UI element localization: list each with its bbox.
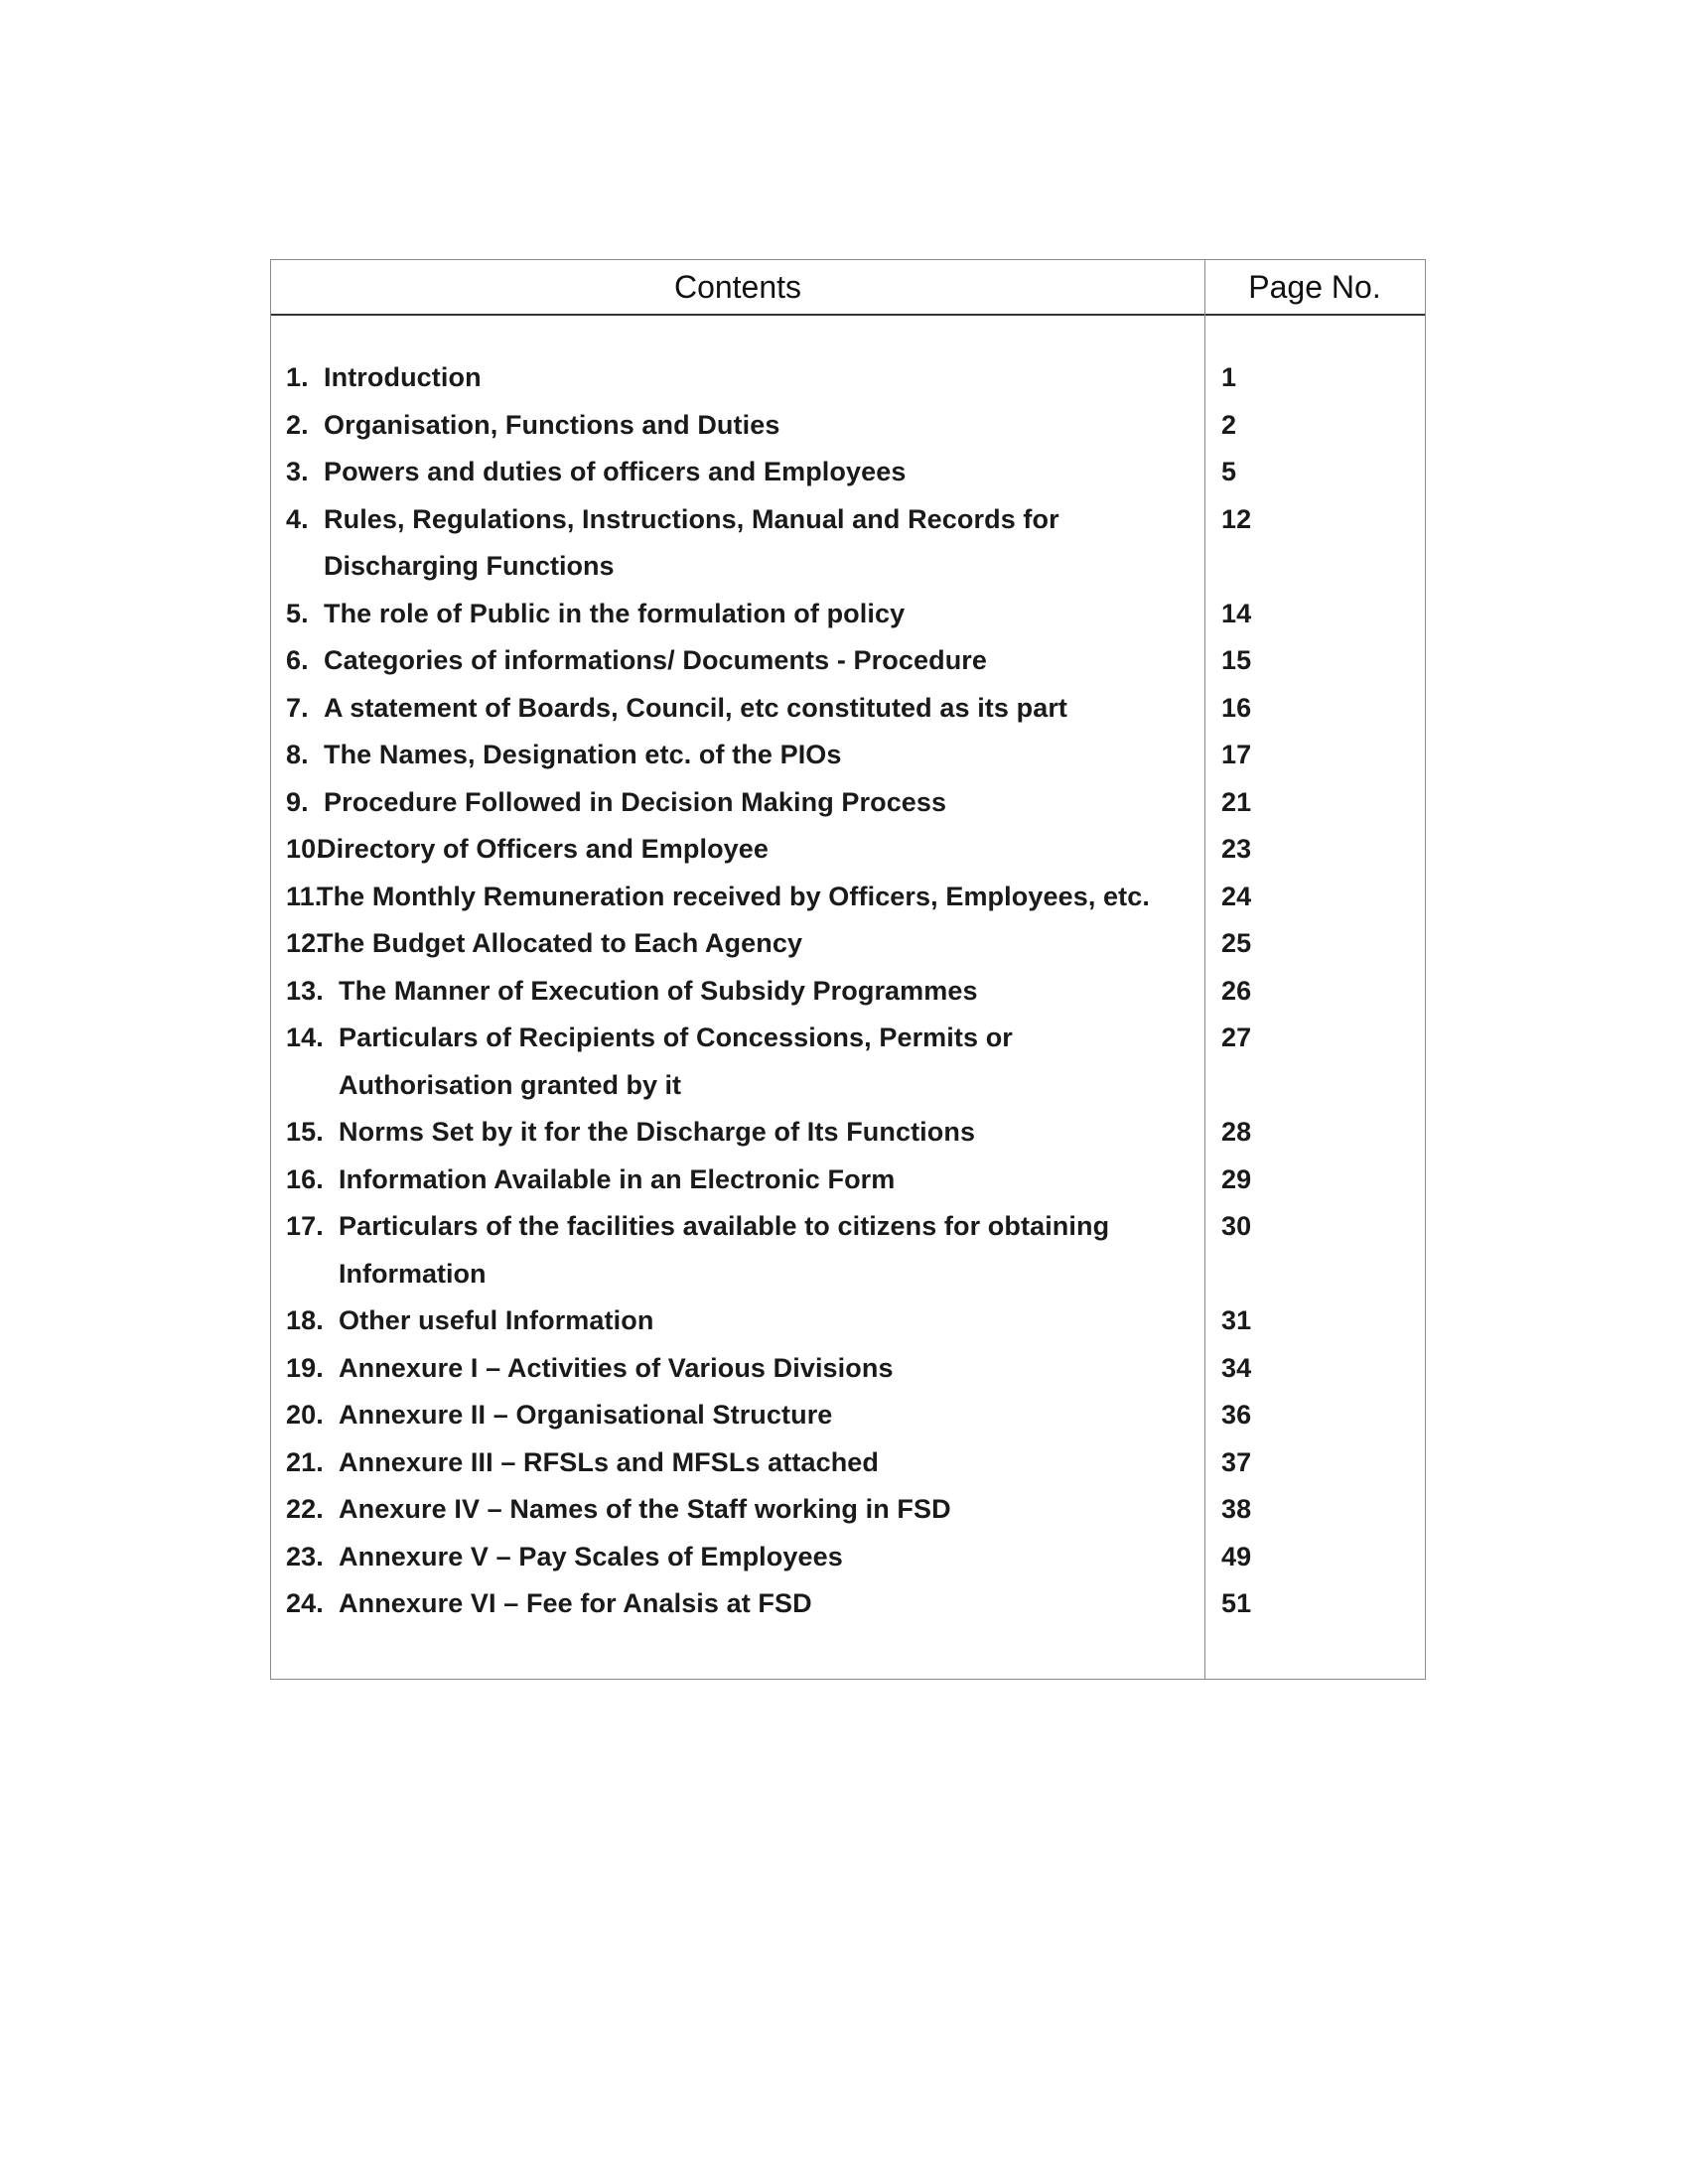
- entry-title: Annexure VI – Fee for Analsis at FSD: [339, 1588, 812, 1618]
- contents-table: [270, 259, 1426, 1680]
- entry-title: Particulars of Recipients of Concessions, Permits or: [339, 1023, 1013, 1052]
- toc-entry[interactable]: [271, 1439, 1425, 1487]
- entry-title: Procedure Followed in Decision Making Process: [324, 786, 947, 817]
- toc-entry[interactable]: [271, 1297, 1425, 1345]
- entry-number: 14.: [286, 1023, 324, 1052]
- entry-page-number: 49: [1221, 1541, 1252, 1571]
- toc-entry[interactable]: [271, 1345, 1425, 1393]
- entry-title-continuation: Authorisation granted by it: [339, 1069, 682, 1100]
- entry-title: Particulars of the facilities available to citizens for obtaining: [339, 1211, 1110, 1241]
- toc-entry-continuation: [271, 1062, 1425, 1110]
- toc-entry[interactable]: [271, 1534, 1425, 1581]
- entry-title: Annexure III – RFSLs and MFSLs attached: [339, 1446, 880, 1477]
- entry-title: Norms Set by it for the Discharge of Its Functions: [339, 1117, 976, 1147]
- entry-page-number: 28: [1221, 1117, 1252, 1147]
- entry-title: Annexure II – Organisational Structure: [339, 1400, 833, 1430]
- toc-entry-continuation: [271, 1251, 1425, 1298]
- entry-title: Categories of informations/ Documents - Procedure: [324, 645, 988, 675]
- entry-page-number: 36: [1221, 1400, 1252, 1430]
- toc-entries: [271, 354, 1425, 1628]
- entry-number: 2.: [286, 409, 309, 440]
- toc-entry[interactable]: [271, 354, 1425, 402]
- entry-page-number: 25: [1221, 928, 1252, 958]
- entry-page-number: 27: [1221, 1023, 1252, 1052]
- toc-entry[interactable]: [271, 496, 1425, 544]
- entry-page-number: 12: [1221, 503, 1252, 534]
- toc-entry[interactable]: [271, 1580, 1425, 1628]
- toc-entry[interactable]: [271, 920, 1425, 968]
- entry-title: The Names, Designation etc. of the PIOs: [324, 740, 842, 769]
- entry-page-number: 21: [1221, 786, 1252, 817]
- toc-entry[interactable]: [271, 1157, 1425, 1204]
- toc-entry[interactable]: [271, 968, 1425, 1016]
- entry-title: Organisation, Functions and Duties: [324, 409, 780, 440]
- entry-number: 18.: [286, 1305, 324, 1335]
- entry-page-number: 23: [1221, 834, 1252, 864]
- entry-number: 15.: [286, 1117, 324, 1147]
- entry-number: 24.: [286, 1588, 324, 1618]
- contents-heading: Contents: [673, 269, 802, 305]
- toc-entry[interactable]: [271, 874, 1425, 921]
- table-header: [271, 260, 1425, 316]
- toc-entry[interactable]: [271, 1015, 1425, 1062]
- toc-entry[interactable]: [271, 1486, 1425, 1534]
- toc-entry[interactable]: [271, 1203, 1425, 1251]
- toc-entry[interactable]: [271, 1109, 1425, 1157]
- entry-number: 23.: [286, 1541, 324, 1571]
- toc-entry[interactable]: [271, 826, 1425, 874]
- entry-number: 20.: [286, 1400, 324, 1430]
- entry-title: The role of Public in the formulation of policy: [324, 598, 906, 628]
- entry-number: 9.: [286, 786, 309, 817]
- entry-title: Annexure I – Activities of Various Divisions: [339, 1352, 894, 1383]
- toc-entry[interactable]: [271, 449, 1425, 496]
- page-no-heading: Page No.: [1248, 269, 1381, 305]
- entry-title: Rules, Regulations, Instructions, Manual and Records for: [324, 503, 1059, 534]
- entry-title: Anexure IV – Names of the Staff working in FSD: [339, 1494, 951, 1524]
- entry-number: 10.: [286, 834, 324, 864]
- toc-entry[interactable]: [271, 685, 1425, 733]
- entry-title: Powers and duties of officers and Employees: [324, 457, 907, 486]
- entry-title: Annexure V – Pay Scales of Employees: [339, 1541, 843, 1571]
- entry-page-number: 14: [1221, 598, 1252, 628]
- entry-number: 4.: [286, 503, 309, 534]
- entry-number: 19.: [286, 1352, 324, 1383]
- entry-page-number: 30: [1221, 1211, 1252, 1241]
- entry-number: 3.: [286, 457, 309, 486]
- entry-number: 5.: [286, 598, 309, 628]
- entry-title: A statement of Boards, Council, etc constituted as its part: [324, 692, 1068, 723]
- toc-entry[interactable]: [271, 732, 1425, 779]
- entry-title: The Budget Allocated to Each Agency: [317, 928, 803, 958]
- toc-entry[interactable]: [271, 591, 1425, 638]
- entry-title: Other useful Information: [339, 1305, 654, 1335]
- entry-title: Directory of Officers and Employee: [317, 834, 770, 864]
- entry-page-number: 29: [1221, 1163, 1252, 1194]
- entry-page-number: 31: [1221, 1305, 1252, 1335]
- entry-number: 17.: [286, 1211, 324, 1241]
- toc-entry[interactable]: [271, 637, 1425, 685]
- entry-number: 11.: [286, 881, 323, 911]
- entry-number: 21.: [286, 1446, 324, 1477]
- entry-page-number: 38: [1221, 1494, 1252, 1524]
- entry-page-number: 1: [1221, 362, 1237, 392]
- entry-page-number: 26: [1221, 975, 1252, 1006]
- toc-entry-continuation: [271, 543, 1425, 591]
- toc-entry[interactable]: [271, 402, 1425, 450]
- entry-title: Information Available in an Electronic Form: [339, 1163, 896, 1194]
- entry-page-number: 2: [1221, 409, 1237, 440]
- toc-entry[interactable]: [271, 779, 1425, 827]
- entry-page-number: 15: [1221, 645, 1252, 675]
- entry-number: 16.: [286, 1163, 324, 1194]
- entry-title: The Monthly Remuneration received by Officers, Employees, etc.: [317, 881, 1150, 911]
- entry-number: 13.: [286, 975, 324, 1006]
- entry-page-number: 34: [1221, 1352, 1252, 1383]
- entry-title-continuation: Discharging Functions: [324, 551, 615, 581]
- entry-title: The Manner of Execution of Subsidy Programmes: [339, 975, 978, 1006]
- entry-page-number: 17: [1221, 740, 1252, 769]
- entry-number: 12.: [286, 928, 324, 958]
- entry-number: 6.: [286, 645, 309, 675]
- entry-number: 8.: [286, 740, 309, 769]
- entry-title-continuation: Information: [339, 1258, 487, 1289]
- entry-number: 1.: [286, 362, 309, 392]
- entry-title: Introduction: [324, 362, 482, 392]
- entry-page-number: 37: [1221, 1446, 1252, 1477]
- toc-entry[interactable]: [271, 1392, 1425, 1439]
- entry-number: 22.: [286, 1494, 324, 1524]
- entry-number: 7.: [286, 692, 309, 723]
- entry-page-number: 16: [1221, 692, 1252, 723]
- entry-page-number: 5: [1221, 457, 1237, 486]
- entry-page-number: 51: [1221, 1588, 1252, 1618]
- entry-page-number: 24: [1221, 881, 1252, 911]
